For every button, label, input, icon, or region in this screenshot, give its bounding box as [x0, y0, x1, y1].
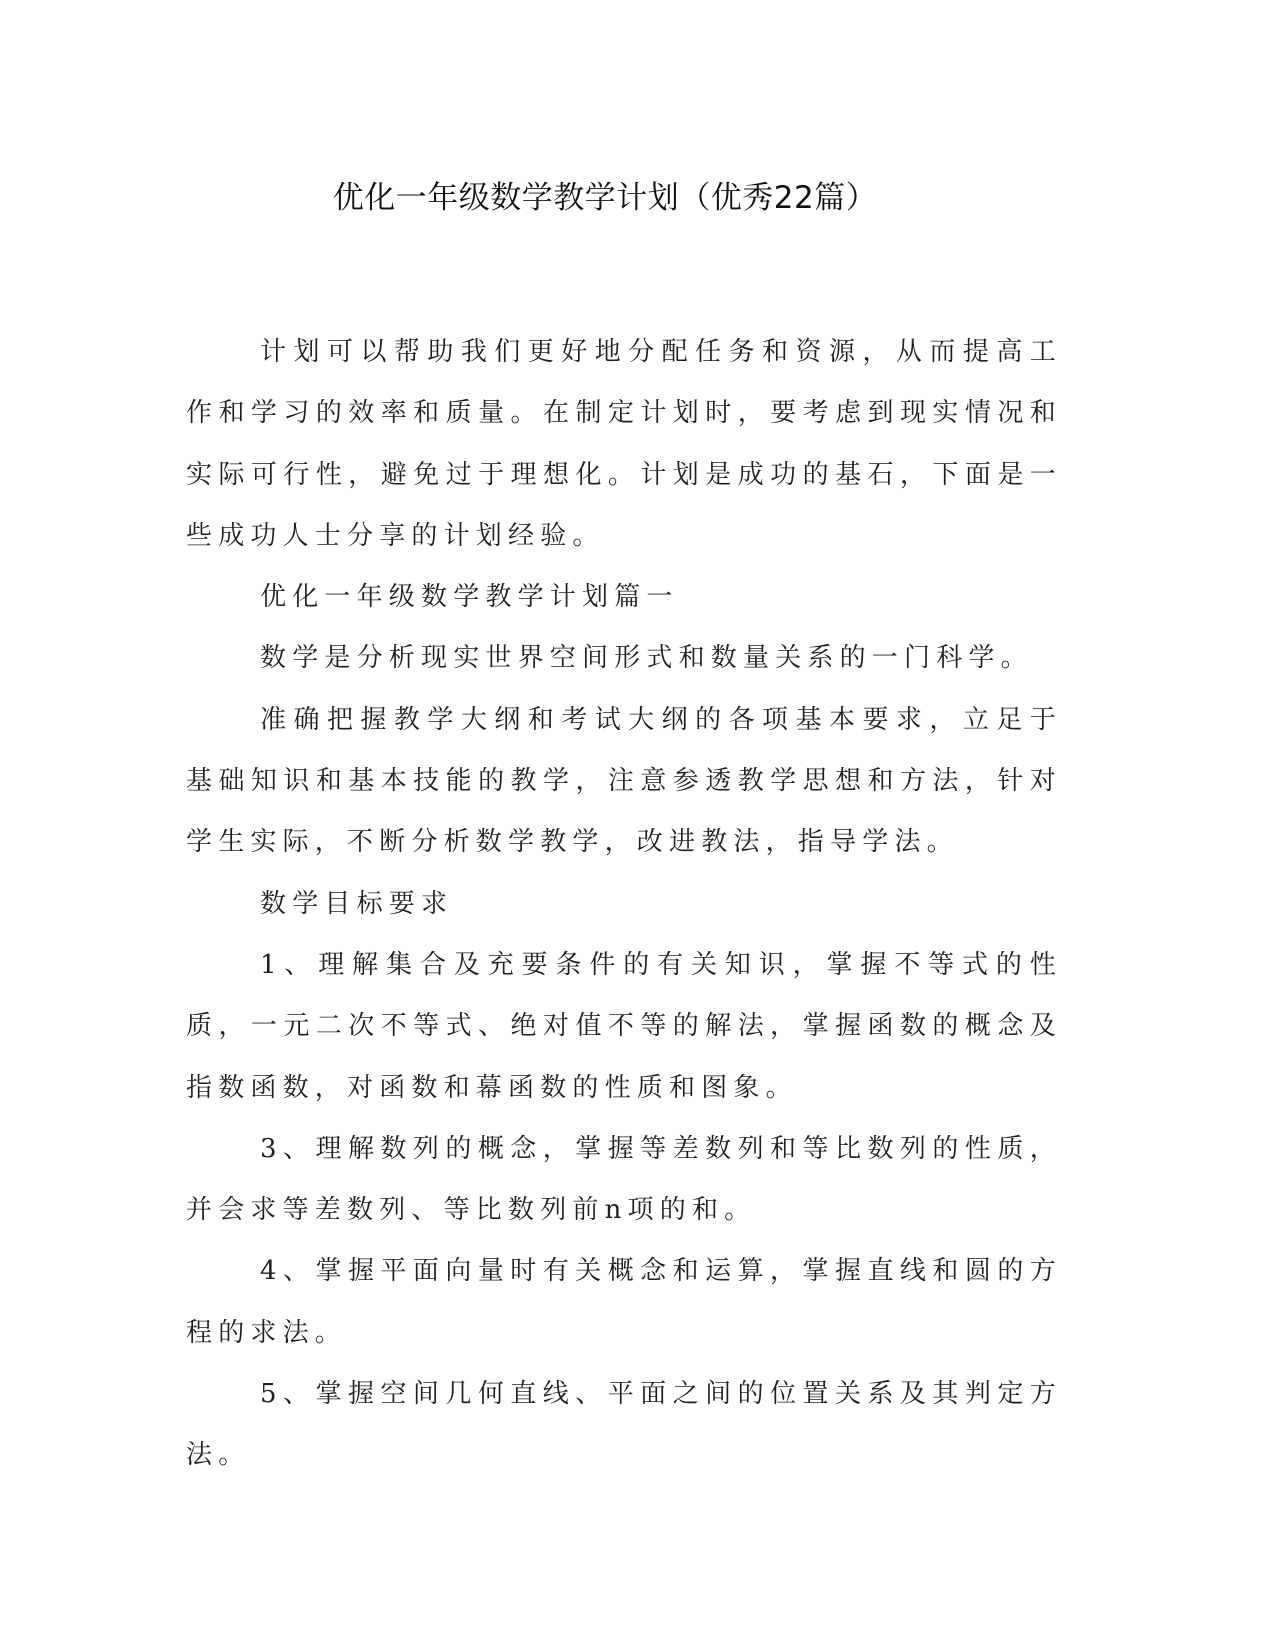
- paragraph-intro: 计划可以帮助我们更好地分配任务和资源，从而提高工作和学习的效率和质量。在制定计划时，要考虑到现实情况和实际可行性，避免过于理想化。计划是成功的基石，下面是一些成功人士分享的计划经验。: [186, 337, 1062, 551]
- list-item: 5、掌握空间几何直线、平面之间的位置关系及其判定方法。: [186, 1379, 1062, 1471]
- list-item: 1、理解集合及充要条件的有关知识，掌握不等式的性质，一元二次不等式、绝对值不等的解法，掌握函数的概念及指数函数，对函数和幕函数的性质和图象。: [186, 949, 1062, 1103]
- section-heading: 优化一年级数学教学计划篇一: [260, 582, 679, 613]
- document-body: [186, 322, 1062, 1487]
- document-title: 优化一年级数学教学计划（优秀22篇）: [332, 180, 878, 216]
- paragraph: 准确把握教学大纲和考试大纲的各项基本要求，立足于基础知识和基本技能的教学，注意参透教学思想和方法，针对学生实际，不断分析数学教学，改进教法，指导学法。: [186, 704, 1062, 858]
- paragraph: 数学是分析现实世界空间形式和数量关系的一门科学。: [260, 643, 1033, 674]
- subheading: 数学目标要求: [260, 888, 454, 919]
- list-item: 4、掌握平面向量时有关概念和运算，掌握直线和圆的方程的求法。: [186, 1256, 1062, 1348]
- list-item: 3、理解数列的概念，掌握等差数列和等比数列的性质，并会求等差数列、等比数列前n项的和。: [186, 1133, 1062, 1226]
